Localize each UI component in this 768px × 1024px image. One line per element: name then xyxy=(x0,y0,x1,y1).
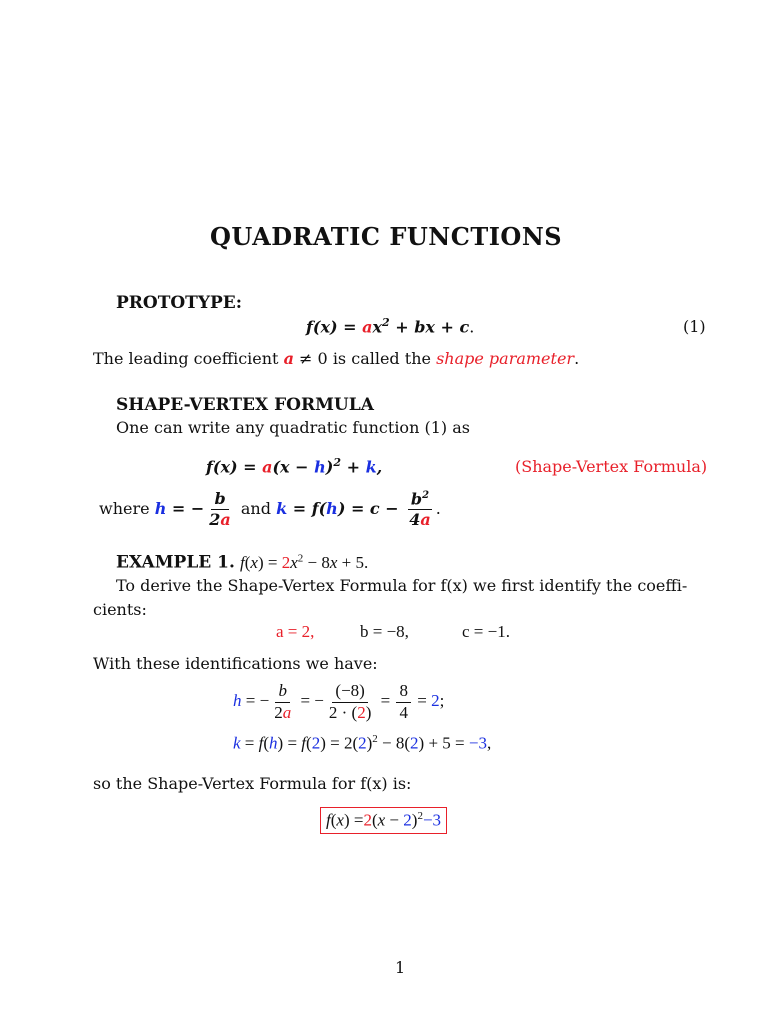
sentence-end: . xyxy=(574,349,580,368)
sentence-part: The leading coefficient xyxy=(93,349,279,368)
math-a: a xyxy=(283,349,294,368)
shape-vertex-equation: $f(x) = a(x - h)^2 + k$, xyxy=(206,456,383,477)
equation-number: (1) xyxy=(683,317,706,336)
h-k-definitions: where h = − $\frac{b}{2a}$ and k = f(h) = c − $\frac{b^2}{4a}$ . xyxy=(99,489,441,529)
identifications-text: With these identifications we have: xyxy=(93,654,378,673)
conclusion-text: so the Shape-Vertex Formula for f(x) is: xyxy=(93,774,412,793)
h-computation: h = − $\frac{b}{2a}$ = − $\frac{(-8)}{2 \cdot (2)}$ = $\frac{8}{4}$ = 2; xyxy=(233,681,445,722)
prototype-equation: $f(x) = ax^2$ + bx + c. xyxy=(306,316,475,337)
example-text-line2: cients: xyxy=(93,600,147,619)
coef-a: a = 2, xyxy=(276,622,315,641)
page-number: 1 xyxy=(395,958,406,977)
example-line xyxy=(116,552,368,573)
math-ne-zero: ≠ 0 xyxy=(299,349,328,368)
leading-coefficient-sentence xyxy=(93,349,579,368)
and-text: and xyxy=(240,498,271,518)
prototype-heading: PROTOTYPE: xyxy=(116,293,242,313)
shape-vertex-heading: SHAPE-VERTEX FORMULA xyxy=(116,395,374,415)
k-formula: k = f(h) = c − $\frac{b^2}{4a}$ xyxy=(276,489,431,529)
example-heading: EXAMPLE 1. xyxy=(116,552,235,573)
coef-b: b = −8, xyxy=(360,622,409,641)
coef-c: c = −1. xyxy=(462,622,510,641)
sentence-part: is called the xyxy=(332,349,431,368)
shape-parameter-term: shape parameter xyxy=(436,349,575,368)
final-formula-box: $f(x) =2(x - 2)^2-3$ xyxy=(320,807,447,834)
shape-vertex-intro: One can write any quadratic function (1) as xyxy=(116,418,470,437)
h-formula: h = − $\frac{b}{2a}$ xyxy=(154,489,231,529)
example-text-line1: To derive the Shape-Vertex Formula for f(x) we first identify the coeffi- xyxy=(116,576,688,595)
k-computation: $k = f(h) = f(2) = 2(2)^2 - 8(2) + 5 = -3$, xyxy=(233,733,492,753)
page-title: QUADRATIC FUNCTIONS xyxy=(210,222,563,251)
example-function: $f(x) = 2x^2 - 8x + 5$. xyxy=(240,552,369,572)
shape-vertex-label: (Shape-Vertex Formula) xyxy=(515,457,708,476)
where-text: where xyxy=(99,498,150,518)
